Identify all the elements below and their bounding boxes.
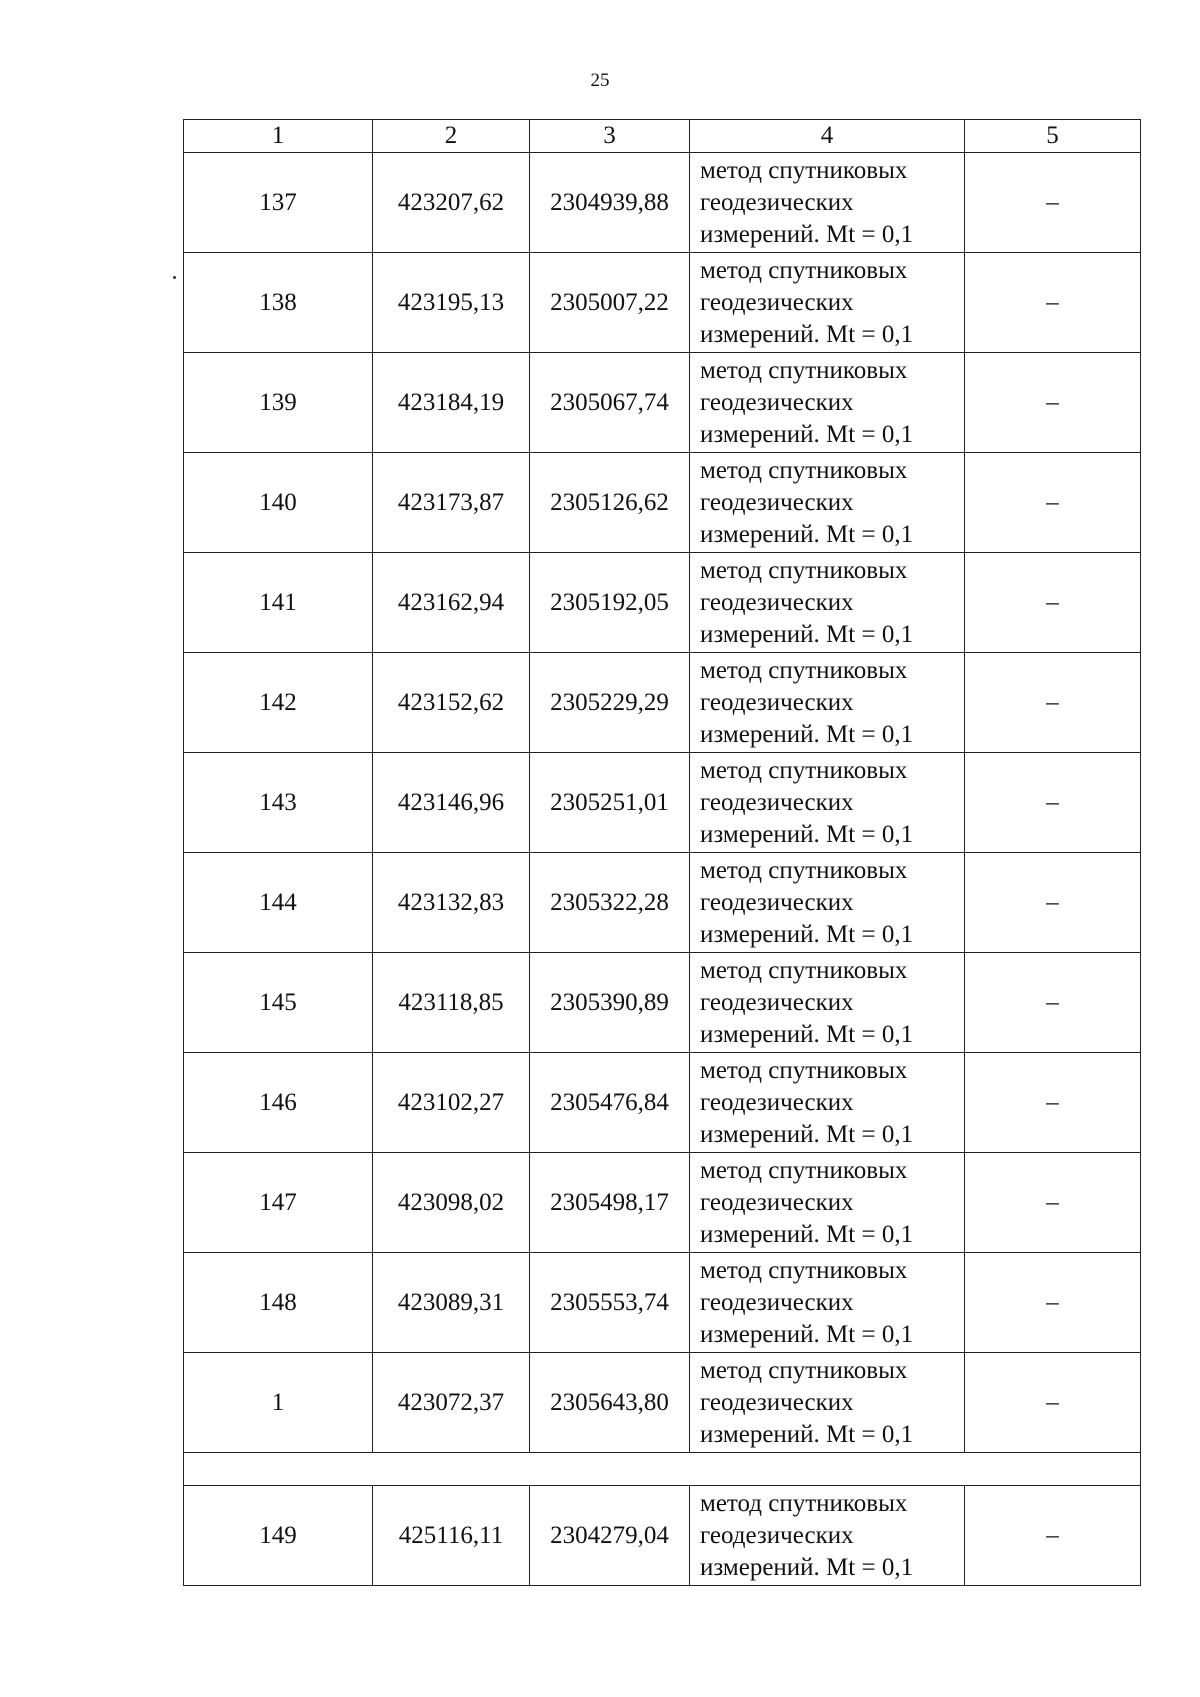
y-coordinate-cell: 2305126,62: [530, 453, 690, 553]
method-line: метод спутниковых: [700, 1489, 908, 1517]
y-coordinate-cell: 2305476,84: [530, 1053, 690, 1153]
x-coordinate-cell: 423089,31: [373, 1253, 530, 1353]
x-coordinate-cell: 423118,85: [373, 953, 530, 1053]
method-line: метод спутниковых: [700, 256, 908, 284]
method-line: измерений. Mt = 0,1: [700, 420, 914, 448]
method-line: геодезических: [700, 1088, 854, 1116]
table-header-row: [184, 120, 1141, 153]
y-coordinate-cell: 2304939,88: [530, 153, 690, 253]
method-cell: [690, 153, 965, 253]
note-cell: –: [965, 553, 1141, 653]
method-line: геодезических: [700, 888, 854, 916]
column-header: 2: [373, 120, 530, 153]
method-line: измерений. Mt = 0,1: [700, 1120, 914, 1148]
method-line: метод спутниковых: [700, 456, 908, 484]
method-line: измерений. Mt = 0,1: [700, 620, 914, 648]
table-row: [184, 853, 1141, 953]
method-line: измерений. Mt = 0,1: [700, 720, 914, 748]
x-coordinate-cell: 423102,27: [373, 1053, 530, 1153]
method-line: метод спутниковых: [700, 1056, 908, 1084]
y-coordinate-cell: 2305498,17: [530, 1153, 690, 1253]
x-coordinate-cell: 423146,96: [373, 753, 530, 853]
method-line: геодезических: [700, 188, 854, 216]
method-line: метод спутниковых: [700, 156, 908, 184]
scan-speck: [173, 276, 176, 279]
y-coordinate-cell: 2305229,29: [530, 653, 690, 753]
point-number-cell: 143: [184, 753, 373, 853]
table-row: [184, 753, 1141, 853]
table-body-group-1: [184, 153, 1141, 1453]
method-line: геодезических: [700, 488, 854, 516]
point-number-cell: 147: [184, 1153, 373, 1253]
y-coordinate-cell: 2305067,74: [530, 353, 690, 453]
x-coordinate-cell: 423132,83: [373, 853, 530, 953]
method-line: метод спутниковых: [700, 756, 908, 784]
method-line: геодезических: [700, 788, 854, 816]
method-cell: [690, 553, 965, 653]
note-cell: –: [965, 853, 1141, 953]
method-cell: [690, 1053, 965, 1153]
table-row: [184, 153, 1141, 253]
table-separator: [184, 1453, 1141, 1486]
note-cell: –: [965, 453, 1141, 553]
note-cell: –: [965, 1353, 1141, 1453]
table-row: [184, 453, 1141, 553]
separator-cell: [184, 1453, 1141, 1486]
coordinates-table: [183, 119, 1141, 1586]
point-number-cell: 146: [184, 1053, 373, 1153]
method-line: метод спутниковых: [700, 856, 908, 884]
table-row: [184, 1153, 1141, 1253]
note-cell: –: [965, 753, 1141, 853]
point-number-cell: 138: [184, 253, 373, 353]
method-line: метод спутниковых: [700, 1356, 908, 1384]
x-coordinate-cell: 423098,02: [373, 1153, 530, 1253]
table-row: [184, 353, 1141, 453]
x-coordinate-cell: 423152,62: [373, 653, 530, 753]
y-coordinate-cell: 2305251,01: [530, 753, 690, 853]
table-row: [184, 953, 1141, 1053]
point-number-cell: 141: [184, 553, 373, 653]
method-line: измерений. Mt = 0,1: [700, 220, 914, 248]
method-cell: [690, 753, 965, 853]
x-coordinate-cell: 423072,37: [373, 1353, 530, 1453]
method-cell: [690, 1486, 965, 1586]
note-cell: –: [965, 153, 1141, 253]
method-line: геодезических: [700, 1288, 854, 1316]
method-line: измерений. Mt = 0,1: [700, 1020, 914, 1048]
method-line: измерений. Mt = 0,1: [700, 520, 914, 548]
point-number-cell: 145: [184, 953, 373, 1053]
y-coordinate-cell: 2304279,04: [530, 1486, 690, 1586]
column-header: 1: [184, 120, 373, 153]
method-cell: [690, 1353, 965, 1453]
point-number-cell: 149: [184, 1486, 373, 1586]
page-number: 25: [590, 70, 610, 91]
point-number-cell: 142: [184, 653, 373, 753]
method-cell: [690, 853, 965, 953]
x-coordinate-cell: 425116,11: [373, 1486, 530, 1586]
point-number-cell: 140: [184, 453, 373, 553]
note-cell: –: [965, 1486, 1141, 1586]
y-coordinate-cell: 2305553,74: [530, 1253, 690, 1353]
note-cell: –: [965, 653, 1141, 753]
method-line: геодезических: [700, 588, 854, 616]
method-line: метод спутниковых: [700, 556, 908, 584]
column-header: 4: [690, 120, 965, 153]
method-cell: [690, 353, 965, 453]
table-row: [184, 653, 1141, 753]
x-coordinate-cell: 423184,19: [373, 353, 530, 453]
method-line: геодезических: [700, 988, 854, 1016]
table-row: [184, 1353, 1141, 1453]
method-line: измерений. Mt = 0,1: [700, 820, 914, 848]
method-cell: [690, 1253, 965, 1353]
x-coordinate-cell: 423173,87: [373, 453, 530, 553]
note-cell: –: [965, 253, 1141, 353]
point-number-cell: 148: [184, 1253, 373, 1353]
method-cell: [690, 253, 965, 353]
y-coordinate-cell: 2305390,89: [530, 953, 690, 1053]
method-line: геодезических: [700, 688, 854, 716]
method-cell: [690, 653, 965, 753]
method-line: измерений. Mt = 0,1: [700, 320, 914, 348]
point-number-cell: 139: [184, 353, 373, 453]
x-coordinate-cell: 423195,13: [373, 253, 530, 353]
method-line: геодезических: [700, 1188, 854, 1216]
note-cell: –: [965, 953, 1141, 1053]
table-row: [184, 1053, 1141, 1153]
note-cell: –: [965, 1253, 1141, 1353]
table-body-group-2: [184, 1486, 1141, 1586]
y-coordinate-cell: 2305322,28: [530, 853, 690, 953]
point-number-cell: 1: [184, 1353, 373, 1453]
method-line: геодезических: [700, 388, 854, 416]
table-row: [184, 553, 1141, 653]
point-number-cell: 137: [184, 153, 373, 253]
table-row: [184, 1253, 1141, 1353]
method-line: измерений. Mt = 0,1: [700, 1553, 914, 1581]
method-line: метод спутниковых: [700, 1156, 908, 1184]
method-line: измерений. Mt = 0,1: [700, 1320, 914, 1348]
method-line: метод спутниковых: [700, 356, 908, 384]
method-line: измерений. Mt = 0,1: [700, 1220, 914, 1248]
method-line: метод спутниковых: [700, 956, 908, 984]
column-header: 3: [530, 120, 690, 153]
method-line: геодезических: [700, 1388, 854, 1416]
method-cell: [690, 1153, 965, 1253]
point-number-cell: 144: [184, 853, 373, 953]
method-line: метод спутниковых: [700, 1256, 908, 1284]
note-cell: –: [965, 1053, 1141, 1153]
y-coordinate-cell: 2305643,80: [530, 1353, 690, 1453]
method-line: измерений. Mt = 0,1: [700, 920, 914, 948]
note-cell: –: [965, 353, 1141, 453]
method-cell: [690, 453, 965, 553]
note-cell: –: [965, 1153, 1141, 1253]
x-coordinate-cell: 423162,94: [373, 553, 530, 653]
x-coordinate-cell: 423207,62: [373, 153, 530, 253]
method-line: геодезических: [700, 288, 854, 316]
method-line: измерений. Mt = 0,1: [700, 1420, 914, 1448]
y-coordinate-cell: 2305192,05: [530, 553, 690, 653]
method-cell: [690, 953, 965, 1053]
method-line: метод спутниковых: [700, 656, 908, 684]
separator-row: [184, 1453, 1141, 1486]
y-coordinate-cell: 2305007,22: [530, 253, 690, 353]
table-row: [184, 253, 1141, 353]
method-line: геодезических: [700, 1521, 854, 1549]
column-header: 5: [965, 120, 1141, 153]
table-row: [184, 1486, 1141, 1586]
